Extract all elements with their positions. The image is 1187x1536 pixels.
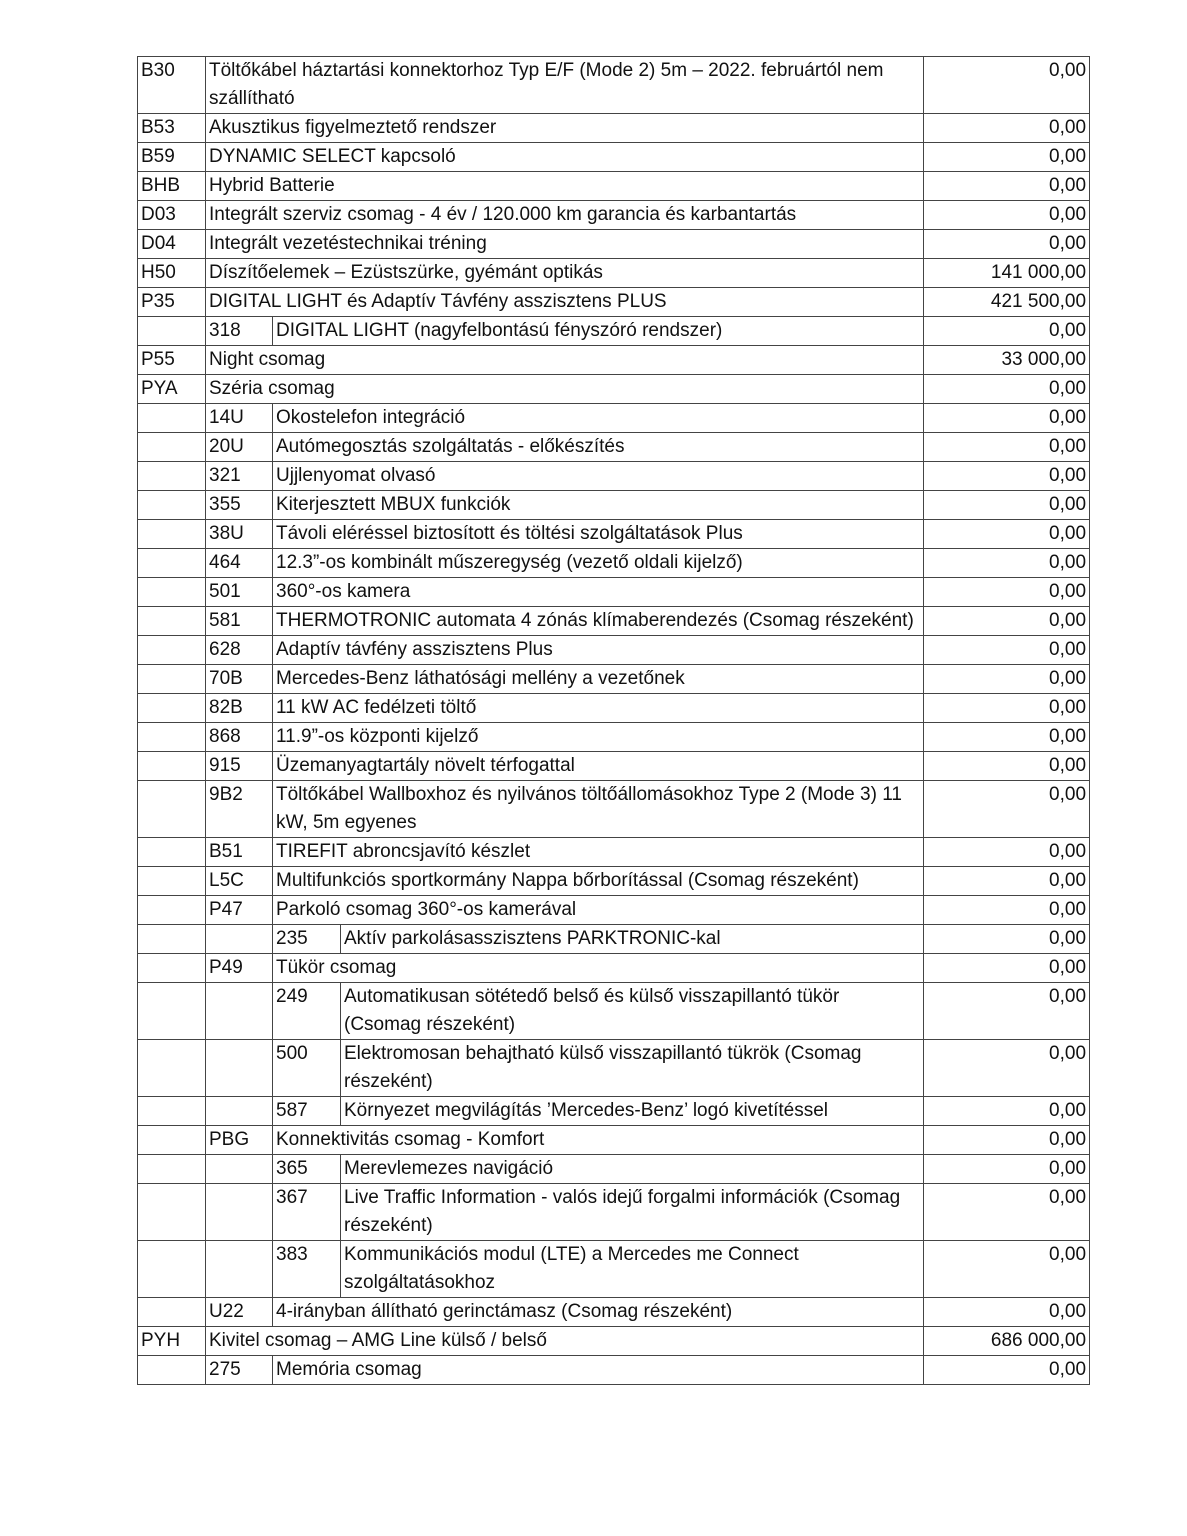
- table-row: [138, 1327, 1090, 1356]
- table-row: [138, 781, 1090, 838]
- option-code: 38U: [206, 520, 273, 549]
- option-description: DIGITAL LIGHT és Adaptív Távfény asszisztens PLUS: [206, 288, 924, 317]
- indent-cell: [138, 983, 206, 1040]
- table-row: [138, 520, 1090, 549]
- option-code: 9B2: [206, 781, 273, 838]
- indent-cell: [138, 636, 206, 665]
- table-row: [138, 694, 1090, 723]
- option-code: 14U: [206, 404, 273, 433]
- indent-cell: [206, 1241, 273, 1298]
- indent-cell: [138, 1184, 206, 1241]
- option-price: 0,00: [924, 665, 1090, 694]
- option-price: 0,00: [924, 752, 1090, 781]
- option-description: DYNAMIC SELECT kapcsoló: [206, 143, 924, 172]
- option-code: 82B: [206, 694, 273, 723]
- option-code: 464: [206, 549, 273, 578]
- option-price: 0,00: [924, 867, 1090, 896]
- indent-cell: [138, 781, 206, 838]
- option-price: 0,00: [924, 1356, 1090, 1385]
- indent-cell: [138, 1298, 206, 1327]
- option-description: Kiterjesztett MBUX funkciók: [273, 491, 924, 520]
- option-code: 318: [206, 317, 273, 346]
- option-price: 0,00: [924, 578, 1090, 607]
- option-code: B51: [206, 838, 273, 867]
- option-code: P55: [138, 346, 206, 375]
- table-row: [138, 867, 1090, 896]
- option-description: THERMOTRONIC automata 4 zónás klímaberendezés (Csomag részeként): [273, 607, 924, 636]
- option-price: 0,00: [924, 404, 1090, 433]
- table-row: [138, 404, 1090, 433]
- table-row: [138, 57, 1090, 114]
- option-price: 0,00: [924, 375, 1090, 404]
- table-row: [138, 433, 1090, 462]
- option-description: Töltőkábel Wallboxhoz és nyilvános töltőállomásokhoz Type 2 (Mode 3) 11 kW, 5m egyenes: [273, 781, 924, 838]
- option-code: H50: [138, 259, 206, 288]
- indent-cell: [138, 694, 206, 723]
- option-description: Parkoló csomag 360°-os kamerával: [273, 896, 924, 925]
- option-description: Kommunikációs modul (LTE) a Mercedes me Connect szolgáltatásokhoz: [341, 1241, 924, 1298]
- option-description: Automatikusan sötétedő belső és külső visszapillantó tükör (Csomag részeként): [341, 983, 924, 1040]
- option-price: 0,00: [924, 1126, 1090, 1155]
- table-row: [138, 723, 1090, 752]
- option-code: 70B: [206, 665, 273, 694]
- option-description: Környezet megvilágítás ’Mercedes-Benz’ logó kivetítéssel: [341, 1097, 924, 1126]
- option-code: 383: [273, 1241, 341, 1298]
- indent-cell: [138, 1040, 206, 1097]
- option-price: 0,00: [924, 462, 1090, 491]
- option-description: Távoli eléréssel biztosított és töltési szolgáltatások Plus: [273, 520, 924, 549]
- table-row: [138, 1126, 1090, 1155]
- option-price: 0,00: [924, 954, 1090, 983]
- option-price: 0,00: [924, 636, 1090, 665]
- option-description: DIGITAL LIGHT (nagyfelbontású fényszóró rendszer): [273, 317, 924, 346]
- option-description: Multifunkciós sportkormány Nappa bőrborítással (Csomag részeként): [273, 867, 924, 896]
- option-description: Mercedes-Benz láthatósági mellény a vezetőnek: [273, 665, 924, 694]
- option-code: 915: [206, 752, 273, 781]
- option-price: 141 000,00: [924, 259, 1090, 288]
- option-code: P47: [206, 896, 273, 925]
- table-row: [138, 491, 1090, 520]
- indent-cell: [138, 723, 206, 752]
- option-price: 0,00: [924, 143, 1090, 172]
- option-description: Merevlemezes navigáció: [341, 1155, 924, 1184]
- table-row: [138, 1298, 1090, 1327]
- table-row: [138, 578, 1090, 607]
- option-description: Aktív parkolásasszisztens PARKTRONIC-kal: [341, 925, 924, 954]
- table-row: [138, 201, 1090, 230]
- option-description: Integrált szerviz csomag - 4 év / 120.000 km garancia és karbantartás: [206, 201, 924, 230]
- indent-cell: [206, 925, 273, 954]
- indent-cell: [138, 1097, 206, 1126]
- indent-cell: [138, 1126, 206, 1155]
- option-code: 501: [206, 578, 273, 607]
- option-code: D03: [138, 201, 206, 230]
- option-code: BHB: [138, 172, 206, 201]
- option-code: B53: [138, 114, 206, 143]
- option-description: Díszítőelemek – Ezüstszürke, gyémánt optikás: [206, 259, 924, 288]
- option-price: 0,00: [924, 983, 1090, 1040]
- option-description: 11 kW AC fedélzeti töltő: [273, 694, 924, 723]
- indent-cell: [138, 549, 206, 578]
- indent-cell: [138, 520, 206, 549]
- table-row: [138, 838, 1090, 867]
- table-row: [138, 1097, 1090, 1126]
- table-row: [138, 1040, 1090, 1097]
- option-description: Elektromosan behajtható külső visszapillantó tükrök (Csomag részeként): [341, 1040, 924, 1097]
- option-price: 0,00: [924, 201, 1090, 230]
- option-price: 0,00: [924, 317, 1090, 346]
- table-row: [138, 288, 1090, 317]
- option-price: 0,00: [924, 781, 1090, 838]
- indent-cell: [138, 607, 206, 636]
- indent-cell: [138, 867, 206, 896]
- option-description: Live Traffic Information - valós idejű forgalmi információk (Csomag részeként): [341, 1184, 924, 1241]
- option-price: 0,00: [924, 925, 1090, 954]
- indent-cell: [138, 317, 206, 346]
- option-price: 0,00: [924, 433, 1090, 462]
- indent-cell: [138, 752, 206, 781]
- indent-cell: [206, 1155, 273, 1184]
- indent-cell: [138, 896, 206, 925]
- indent-cell: [206, 1040, 273, 1097]
- option-price: 421 500,00: [924, 288, 1090, 317]
- option-description: Adaptív távfény asszisztens Plus: [273, 636, 924, 665]
- option-code: 365: [273, 1155, 341, 1184]
- table-row: [138, 172, 1090, 201]
- table-row: [138, 896, 1090, 925]
- table-row: [138, 983, 1090, 1040]
- option-price: 0,00: [924, 1155, 1090, 1184]
- option-description: TIREFIT abroncsjavító készlet: [273, 838, 924, 867]
- option-code: 367: [273, 1184, 341, 1241]
- option-price: 0,00: [924, 1184, 1090, 1241]
- option-code: 500: [273, 1040, 341, 1097]
- option-code: U22: [206, 1298, 273, 1327]
- table-row: [138, 925, 1090, 954]
- option-code: 249: [273, 983, 341, 1040]
- option-description: Töltőkábel háztartási konnektorhoz Typ E/F (Mode 2) 5m – 2022. februártól nem szállítható: [206, 57, 924, 114]
- option-code: D04: [138, 230, 206, 259]
- option-code: 355: [206, 491, 273, 520]
- option-price: 0,00: [924, 1298, 1090, 1327]
- table-row: [138, 1241, 1090, 1298]
- option-description: Autómegosztás szolgáltatás - előkészítés: [273, 433, 924, 462]
- option-price: 686 000,00: [924, 1327, 1090, 1356]
- table-row: [138, 1184, 1090, 1241]
- indent-cell: [138, 954, 206, 983]
- indent-cell: [138, 462, 206, 491]
- option-description: Ujjlenyomat olvasó: [273, 462, 924, 491]
- option-code: PYH: [138, 1327, 206, 1356]
- option-code: 20U: [206, 433, 273, 462]
- option-code: L5C: [206, 867, 273, 896]
- option-description: 4-irányban állítható gerinctámasz (Csomag részeként): [273, 1298, 924, 1327]
- option-code: B30: [138, 57, 206, 114]
- option-description: Konnektivitás csomag - Komfort: [273, 1126, 924, 1155]
- option-code: 587: [273, 1097, 341, 1126]
- option-price: 0,00: [924, 723, 1090, 752]
- option-code: 868: [206, 723, 273, 752]
- table-row: [138, 462, 1090, 491]
- option-code: 321: [206, 462, 273, 491]
- option-price: 0,00: [924, 520, 1090, 549]
- indent-cell: [138, 433, 206, 462]
- option-description: Széria csomag: [206, 375, 924, 404]
- option-code: 581: [206, 607, 273, 636]
- table-row: [138, 665, 1090, 694]
- option-price: 0,00: [924, 838, 1090, 867]
- option-code: PBG: [206, 1126, 273, 1155]
- option-code: 628: [206, 636, 273, 665]
- option-description: Akusztikus figyelmeztető rendszer: [206, 114, 924, 143]
- option-price: 0,00: [924, 1040, 1090, 1097]
- table-row: [138, 636, 1090, 665]
- option-description: Okostelefon integráció: [273, 404, 924, 433]
- indent-cell: [138, 838, 206, 867]
- table-row: [138, 259, 1090, 288]
- indent-cell: [138, 404, 206, 433]
- option-price: 33 000,00: [924, 346, 1090, 375]
- indent-cell: [206, 1184, 273, 1241]
- option-description: Hybrid Batterie: [206, 172, 924, 201]
- table-row: [138, 230, 1090, 259]
- option-description: 11.9”-os központi kijelző: [273, 723, 924, 752]
- indent-cell: [206, 983, 273, 1040]
- option-price: 0,00: [924, 694, 1090, 723]
- indent-cell: [138, 578, 206, 607]
- option-price: 0,00: [924, 57, 1090, 114]
- indent-cell: [138, 1356, 206, 1385]
- table-body: [138, 57, 1090, 1385]
- option-description: Night csomag: [206, 346, 924, 375]
- table-row: [138, 954, 1090, 983]
- indent-cell: [206, 1097, 273, 1126]
- option-description: Memória csomag: [273, 1356, 924, 1385]
- table-row: [138, 375, 1090, 404]
- option-description: 360°-os kamera: [273, 578, 924, 607]
- indent-cell: [138, 1155, 206, 1184]
- option-price: 0,00: [924, 230, 1090, 259]
- indent-cell: [138, 925, 206, 954]
- table-row: [138, 752, 1090, 781]
- option-code: B59: [138, 143, 206, 172]
- option-code: P35: [138, 288, 206, 317]
- table-row: [138, 1356, 1090, 1385]
- table-row: [138, 549, 1090, 578]
- option-price: 0,00: [924, 491, 1090, 520]
- option-price: 0,00: [924, 1241, 1090, 1298]
- option-description: 12.3”-os kombinált műszeregység (vezető oldali kijelző): [273, 549, 924, 578]
- option-description: Kivitel csomag – AMG Line külső / belső: [206, 1327, 924, 1356]
- option-price: 0,00: [924, 172, 1090, 201]
- option-price: 0,00: [924, 607, 1090, 636]
- table-row: [138, 317, 1090, 346]
- table-row: [138, 607, 1090, 636]
- option-code: 275: [206, 1356, 273, 1385]
- option-description: Tükör csomag: [273, 954, 924, 983]
- table-row: [138, 1155, 1090, 1184]
- option-price: 0,00: [924, 1097, 1090, 1126]
- option-code: 235: [273, 925, 341, 954]
- table-row: [138, 346, 1090, 375]
- equipment-options-table: [137, 56, 1090, 1385]
- option-price: 0,00: [924, 549, 1090, 578]
- indent-cell: [138, 665, 206, 694]
- indent-cell: [138, 1241, 206, 1298]
- option-code: PYA: [138, 375, 206, 404]
- option-description: Integrált vezetéstechnikai tréning: [206, 230, 924, 259]
- table-row: [138, 143, 1090, 172]
- option-price: 0,00: [924, 114, 1090, 143]
- option-code: P49: [206, 954, 273, 983]
- table-row: [138, 114, 1090, 143]
- indent-cell: [138, 491, 206, 520]
- option-description: Üzemanyagtartály növelt térfogattal: [273, 752, 924, 781]
- option-price: 0,00: [924, 896, 1090, 925]
